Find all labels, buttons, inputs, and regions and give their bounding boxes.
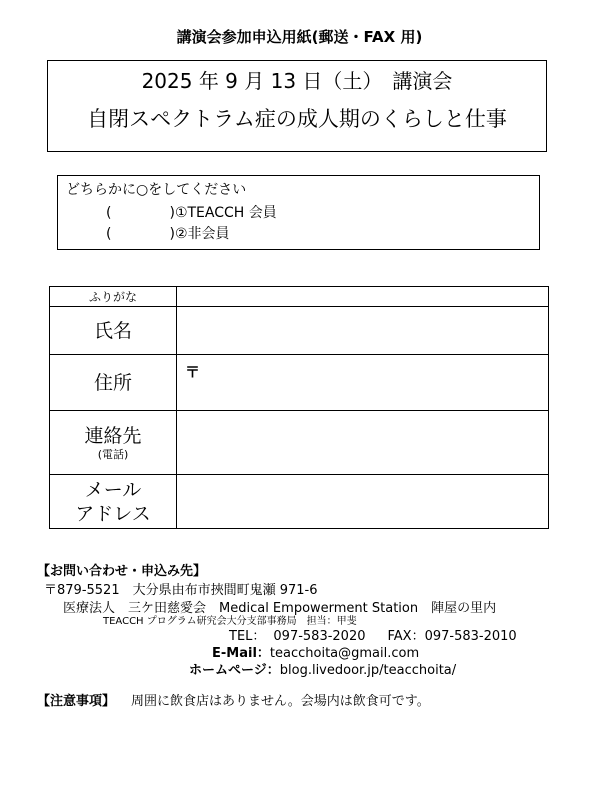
close-paren: ) (169, 205, 175, 221)
tel-label: TEL： (229, 629, 266, 644)
table-row-name (50, 307, 549, 355)
email-label-cell (50, 475, 177, 529)
notes-label: 【注意事項】 (37, 694, 116, 709)
address-label: 住所 (50, 355, 177, 411)
membership-option-non-member[interactable] (106, 223, 230, 243)
membership-option-teacch-member[interactable] (106, 202, 277, 222)
contact-sub-label: (電話) (97, 447, 129, 461)
furigana-label: ふりがな (50, 287, 177, 307)
lecture-title: 自閉スペクトラム症の成人期のくらしと仕事 (87, 107, 507, 131)
address-field[interactable] (177, 355, 549, 411)
table-row-address (50, 355, 549, 411)
homepage-link[interactable]: blog.livedoor.jp/teacchoita/ (279, 663, 457, 678)
contact-homepage (189, 659, 456, 678)
email-field[interactable] (177, 475, 549, 529)
homepage-label: ホームページ： (189, 663, 280, 678)
postal-mark: 〒 (185, 363, 201, 381)
table-row-email (50, 475, 549, 529)
email-label: E-Mail： (212, 646, 270, 661)
notes (37, 690, 430, 709)
form-title: 講演会参加申込用紙(郵送・FAX 用) (176, 28, 423, 46)
phone-field[interactable] (177, 411, 549, 475)
contact-organization: 医療法人 三ケ田慈愛会 Medical Empowerment Station 陣屋の里内 (63, 601, 497, 616)
email-label-line2: アドレス (75, 502, 151, 525)
application-table (49, 286, 549, 529)
open-paren: ( (106, 226, 112, 242)
membership-box (57, 175, 540, 250)
close-paren: ) (169, 226, 175, 242)
contact-postal-address: 〒879-5521 大分県由布市挾間町鬼瀬 971-6 (44, 583, 318, 598)
contact-branch: TEACCH プログラム研究会大分支部事務局 担当：甲斐 (103, 616, 357, 627)
table-row-contact (50, 411, 549, 475)
option-1-label: ①TEACCH 会員 (174, 205, 277, 221)
event-date-line: 2025 年 9 月 13 日（土） 講演会 (141, 69, 453, 93)
email-label-line1: メール (84, 478, 142, 501)
table-row-furigana (50, 287, 549, 307)
contact-heading: 【お問い合わせ・申込み先】 (37, 564, 207, 579)
name-field[interactable] (177, 307, 549, 355)
event-box (47, 60, 547, 152)
fax-label: FAX： (387, 629, 425, 644)
option-2-label: ②非会員 (174, 226, 230, 242)
contact-label: 連絡先 (84, 424, 142, 447)
notes-text: 周囲に飲食店はありません。会場内は飲食可です。 (131, 694, 430, 709)
contact-label-cell (50, 411, 177, 475)
furigana-field[interactable] (177, 287, 549, 307)
name-label: 氏名 (50, 307, 177, 355)
membership-instruction: どちらかに○をしてください (66, 182, 247, 198)
tel-number: 097-583-2020 (273, 629, 366, 644)
email-link[interactable]: teacchoita@gmail.com (269, 646, 420, 661)
fax-number: 097-583-2010 (424, 629, 517, 644)
open-paren: ( (106, 205, 112, 221)
